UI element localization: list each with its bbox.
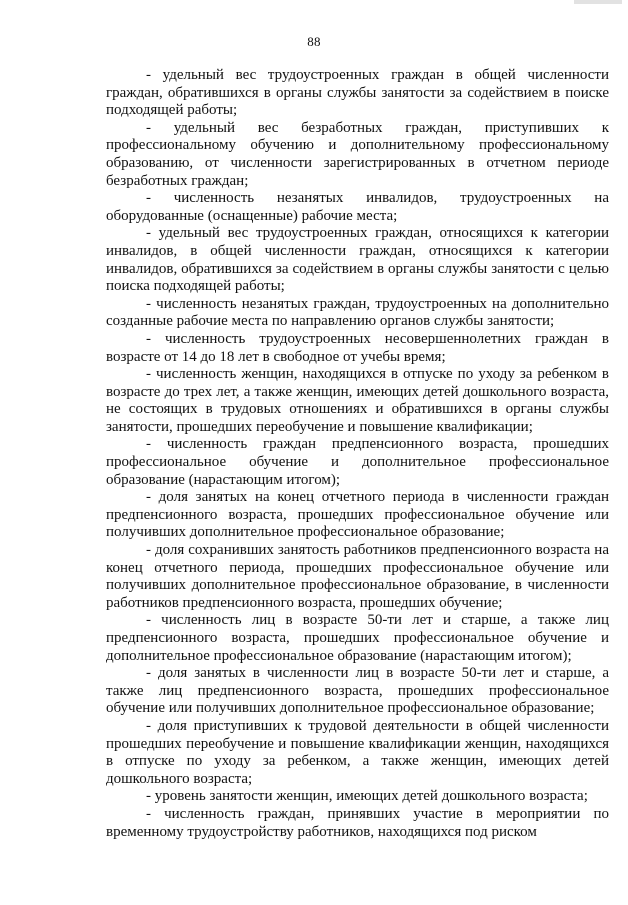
list-item: - удельный вес трудоустроенных граждан в общей численности граждан, обратившихся в органы службы занятости за содействием в поиске подходящей работы; [106, 67, 609, 119]
list-item: - численность незанятых граждан, трудоустроенных на дополнительно созданные рабочие места по направлению органов службы занятости; [106, 295, 609, 330]
list-item: - численность женщин, находящихся в отпуске по уходу за ребенком в возрасте до трех лет, а также женщин, имеющих детей дошкольного возраста, не состоящих в трудовых отношениях и обратившихся в органы службы занятости, прошедших переобучение и повышение квалификации; [106, 366, 609, 435]
list-item: - доля занятых на конец отчетного периода в численности граждан предпенсионного возраста, прошедших профессиональное обучение или получивших дополнительное профессиональное образование; [106, 489, 609, 541]
list-item: - удельный вес безработных граждан, приступивших к профессиональному обучению и дополнительному профессиональному образованию, от численности зарегистрированных в отчетном периоде безработных граждан; [106, 119, 609, 189]
list-item: - доля сохранивших занятость работников предпенсионного возраста на конец отчетного периода, прошедших профессиональное обучение или получивших дополнительное профессиональное образование, в численности работников предпенсионного возраста, прошедших обучение; [106, 542, 609, 611]
list-item: - доля занятых в численности лиц в возрасте 50-ти лет и старше, а также лиц предпенсионного возраста, прошедших профессиональное обучение или получивших дополнительное профессиональное образование; [106, 665, 609, 717]
list-item: - численность лиц в возрасте 50-ти лет и старше, а также лиц предпенсионного возраста, прошедших профессиональное обучение и дополнительное профессиональное образование (нарастающим итогом); [106, 612, 609, 664]
list-item: - уровень занятости женщин, имеющих детей дошкольного возраста; [146, 788, 588, 805]
list-item: - численность граждан, принявших участие в мероприятии по временному трудоустройству работников, находящихся под риском [106, 805, 609, 840]
scan-edge-mark [574, 0, 622, 4]
list-item: - численность трудоустроенных несовершеннолетних граждан в возрасте от 14 до 18 лет в свободное от учебы время; [106, 330, 609, 365]
list-item: - численность незанятых инвалидов, трудоустроенных на оборудованные (оснащенные) рабочие места; [106, 190, 609, 224]
body-text [106, 67, 609, 841]
list-item: - численность граждан предпенсионного возраста, прошедших профессиональное обучение и дополнительное профессиональное образование (нарастающим итогом); [106, 436, 609, 488]
page-number: 88 [307, 34, 321, 49]
list-item: - доля приступивших к трудовой деятельности в общей численности прошедших переобучение и повышение квалификации женщин, находящихся в отпуске по уходу за ребенком, а также женщин, имеющих детей дошкольного возраста; [106, 717, 609, 787]
list-item: - удельный вес трудоустроенных граждан, относящихся к категории инвалидов, в общей численности граждан, относящихся к категории инвалидов, обратившихся за содействием в органы службы занятости с целью поиска подходящей работы; [106, 225, 609, 295]
